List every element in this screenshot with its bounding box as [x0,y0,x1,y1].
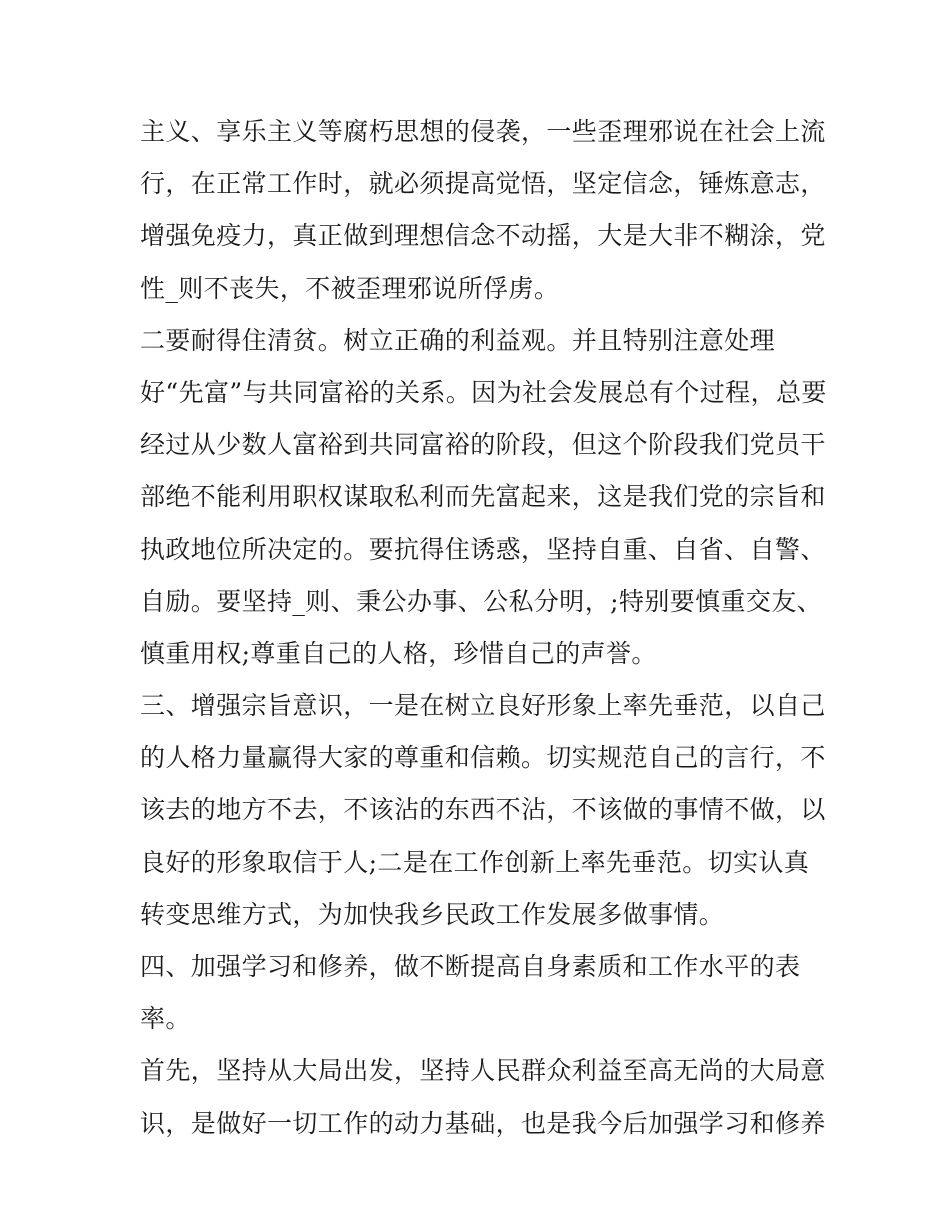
text-line: 性_则不丧失，不被歪理邪说所俘虏。 [140,273,560,303]
text-line: 四、加强学习和修养，做不断提高自身素质和工作水平的表 [140,952,801,981]
text-line: 该去的地方不去，不该沾的东西不沾，不该做的事情不做，以 [140,795,826,825]
text-line: 自励。要坚持_则、秉公办事、公私分明，;特别要慎重交友、 [140,586,823,616]
text-line: 转变思维方式，为加快我乡民政工作发展多做事情。 [140,899,725,929]
text-line: 好“先富”与共同富裕的关系。因为社会发展总有个过程，总要 [140,377,827,407]
document-body [140,106,827,1150]
text-line: 经过从少数人富裕到共同富裕的阶段，但这个阶段我们党员干 [140,430,826,460]
text-line: 率。 [140,1004,191,1034]
text-line: 的人格力量赢得大家的尊重和信赖。切实规范自己的言行，不 [140,743,826,773]
text-line: 二要耐得住清贫。树立正确的利益观。并且特别注意处理 [140,325,776,355]
text-line: 行，在正常工作时，就必须提高觉悟，坚定信念，锤炼意志， [140,169,826,199]
text-line: 增强免疫力，真正做到理想信念不动摇，大是大非不糊涂，党 [140,221,826,251]
text-line: 良好的形象取信于人;二是在工作创新上率先垂范。切实认真 [140,847,810,877]
text-line: 识，是做好一切工作的动力基础，也是我今后加强学习和修养 [140,1108,826,1138]
text-line: 首先，坚持从大局出发，坚持人民群众利益至高无尚的大局意 [140,1056,826,1086]
text-line: 执政地位所决定的。要抗得住诱惑，坚持自重、自省、自警、 [140,534,826,564]
text-line: 主义、享乐主义等腐朽思想的侵袭，一些歪理邪说在社会上流 [140,117,826,146]
text-line: 三、增强宗旨意识，一是在树立良好形象上率先垂范，以自己 [140,691,826,721]
text-line: 慎重用权;尊重自己的人格，珍惜自己的声誉。 [140,638,657,668]
text-line: 部绝不能利用职权谋取私利而先富起来，这是我们党的宗旨和 [140,482,826,512]
